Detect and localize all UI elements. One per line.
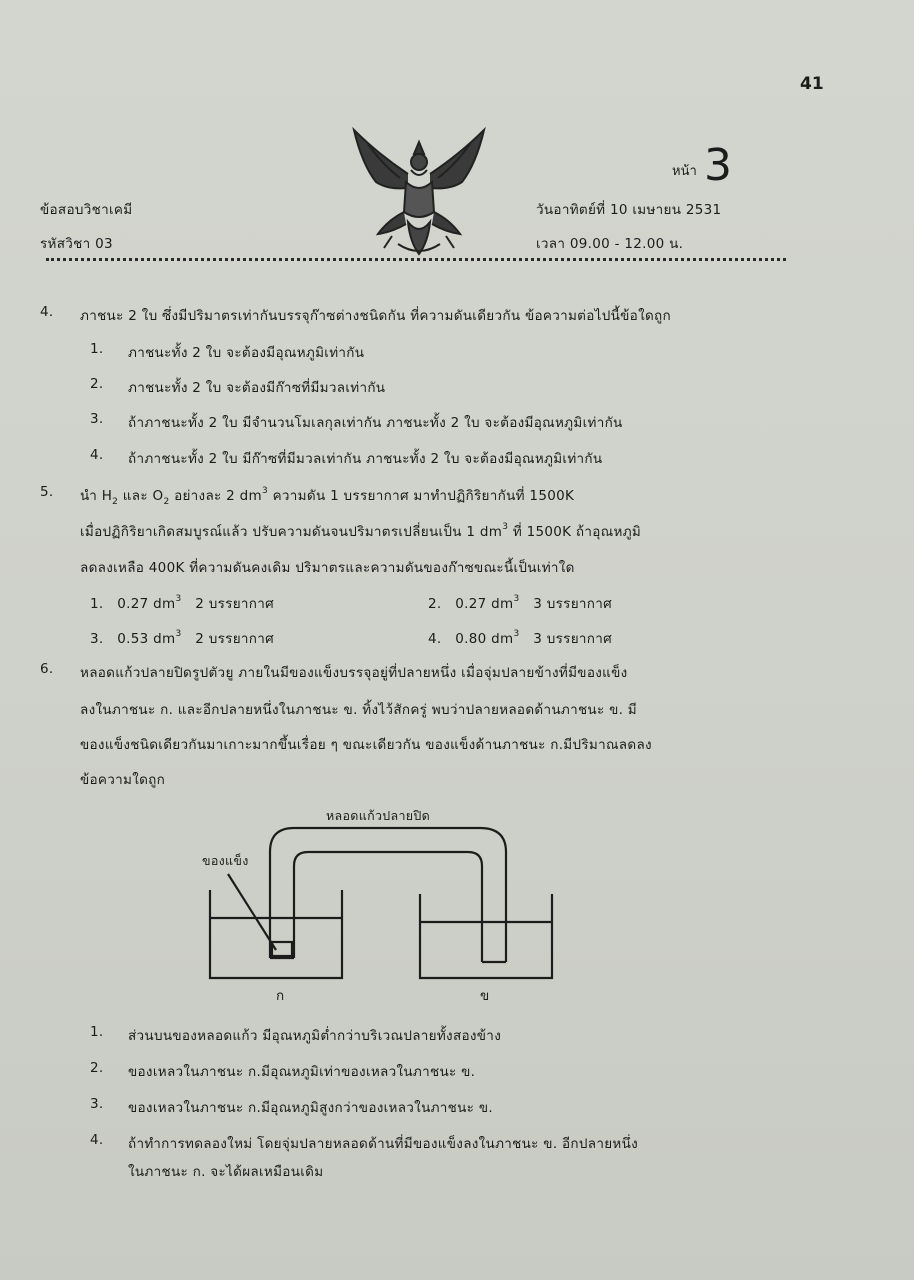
q4-choice-number: 3. [90,411,104,427]
q5-choice-value: 0.53 dm [117,631,176,647]
q5-choice [428,592,612,614]
q4-choice-number: 2. [90,376,104,392]
u-tube-diagram [190,800,570,1010]
vessel-a-label: ก [276,988,285,1004]
q5-text: ที่ 1500K ถ้าอุณหภูมิ [512,524,642,540]
subscript: 2 [163,497,170,507]
q6-choice-text: ส่วนบนของหลอดแก้ว มีอุณหภูมิต่ำกว่าบริเวณปลายทั้งสองข้าง [128,1028,502,1044]
q5-text: อย่างละ 2 dm [174,488,262,504]
q5-choice-number: 1. [90,596,104,612]
q5-choice-unit: 2 บรรยากาศ [195,631,275,647]
tube-label: หลอดแก้วปลายปิด [326,808,431,823]
header-divider [46,258,786,261]
q5-choice-unit: 2 บรรยากาศ [195,596,275,612]
superscript: 3 [502,522,509,532]
q5-text: เมื่อปฏิกิริยาเกิดสมบูรณ์แล้ว ปรับความดันจนปริมาตรเปลี่ยนเป็น 1 dm [80,524,503,540]
q6-choice-text-cont: ในภาชนะ ก. จะได้ผลเหมือนเดิม [128,1164,324,1180]
q6-choice-text: ถ้าทำการทดลองใหม่ โดยจุ่มปลายหลอดด้านที่มีของแข็งลงในภาชนะ ข. อีกปลายหนึ่ง [128,1136,639,1152]
solid-label: ของแข็ง [202,853,249,868]
q6-choice-number: 2. [90,1060,104,1076]
q5-line-1 [80,484,574,506]
q5-choice [428,627,612,649]
q4-choice-number: 1. [90,341,104,357]
q6-choice-number: 1. [90,1024,104,1040]
q6-number: 6. [40,661,54,677]
q5-choice-value: 0.80 dm [455,631,514,647]
q6-choice-number: 4. [90,1132,104,1148]
q6-choice-number: 3. [90,1096,104,1112]
q6-stem-line: ข้อความใดถูก [80,772,166,788]
page-number-handwritten: 3 [704,140,732,191]
q6-choice-text: ของเหลวในภาชนะ ก.มีอุณหภูมิสูงกว่าของเหลวในภาชนะ ข. [128,1100,493,1116]
vessel-b-label: ข [480,988,490,1004]
q5-text: นำ H [80,488,113,504]
q5-text: ความดัน 1 บรรยากาศ มาทำปฏิกิริยากันที่ 1500K [272,488,575,504]
superscript: 3 [175,594,182,604]
q6-stem-line: ของแข็งชนิดเดียวกันมาเกาะมากขึ้นเรื่อย ๆ ขณะเดียวกัน ของแข็งด้านภาชนะ ก.มีปริมาณลดลง [80,737,652,753]
q5-number: 5. [40,484,54,500]
q5-choice-number: 2. [428,596,442,612]
q6-stem-line: ลงในภาชนะ ก. และอีกปลายหนึ่งในภาชนะ ข. ทิ้งไว้สักครู่ พบว่าปลายหลอดด้านภาชนะ ข. มี [80,702,638,718]
q6-choice-text: ของเหลวในภาชนะ ก.มีอุณหภูมิเท่าของเหลวในภาชนะ ข. [128,1064,476,1080]
page-label: หน้า [672,164,697,179]
q5-choice-unit: 3 บรรยากาศ [533,596,613,612]
q4-choice-text: ภาชนะทั้ง 2 ใบ จะต้องมีอุณหภูมิเท่ากัน [128,345,365,361]
superscript: 3 [175,629,182,639]
q5-choice [90,592,274,614]
exam-subject: ข้อสอบวิชาเคมี [40,202,133,218]
q5-choice-number: 3. [90,631,104,647]
q5-text: และ O [122,488,164,504]
subject-code: รหัสวิชา 03 [40,236,113,252]
q5-choice-unit: 3 บรรยากาศ [533,631,613,647]
q4-choice-text: ถ้าภาชนะทั้ง 2 ใบ มีก๊าซที่มีมวลเท่ากัน ภาชนะทั้ง 2 ใบ จะต้องมีอุณหภูมิเท่ากัน [128,451,603,467]
q4-choice-text: ภาชนะทั้ง 2 ใบ จะต้องมีก๊าซที่มีมวลเท่ากัน [128,380,386,396]
superscript: 3 [261,486,268,496]
subscript: 2 [112,497,119,507]
q4-choice-number: 4. [90,447,104,463]
page-number: 41 [800,74,824,94]
q4-number: 4. [40,304,54,320]
exam-time: เวลา 09.00 - 12.00 น. [536,236,684,252]
q5-line-3: ลดลงเหลือ 400K ที่ความดันคงเดิม ปริมาตรและความดันของก๊าซขณะนี้เป็นเท่าใด [80,560,575,576]
superscript: 3 [513,629,520,639]
q6-stem-line: หลอดแก้วปลายปิดรูปตัวยู ภายในมีของแข็งบรรจุอยู่ที่ปลายหนึ่ง เมื่อจุ่มปลายข้างที่มีของแข็ง [80,665,628,681]
garuda-emblem-icon [348,124,490,262]
exam-date: วันอาทิตย์ที่ 10 เมษายน 2531 [536,202,722,218]
q5-line-2 [80,520,641,542]
q5-choice-value: 0.27 dm [455,596,514,612]
superscript: 3 [513,594,520,604]
q5-choice-value: 0.27 dm [117,596,176,612]
q5-choice-number: 4. [428,631,442,647]
q4-choice-text: ถ้าภาชนะทั้ง 2 ใบ มีจำนวนโมเลกุลเท่ากัน ภาชนะทั้ง 2 ใบ จะต้องมีอุณหภูมิเท่ากัน [128,415,623,431]
q4-stem: ภาชนะ 2 ใบ ซึ่งมีปริมาตรเท่ากันบรรจุก๊าซต่างชนิดกัน ที่ความดันเดียวกัน ข้อความต่อไปนี้ข้อใดถูก [80,308,671,324]
q5-choice [90,627,274,649]
